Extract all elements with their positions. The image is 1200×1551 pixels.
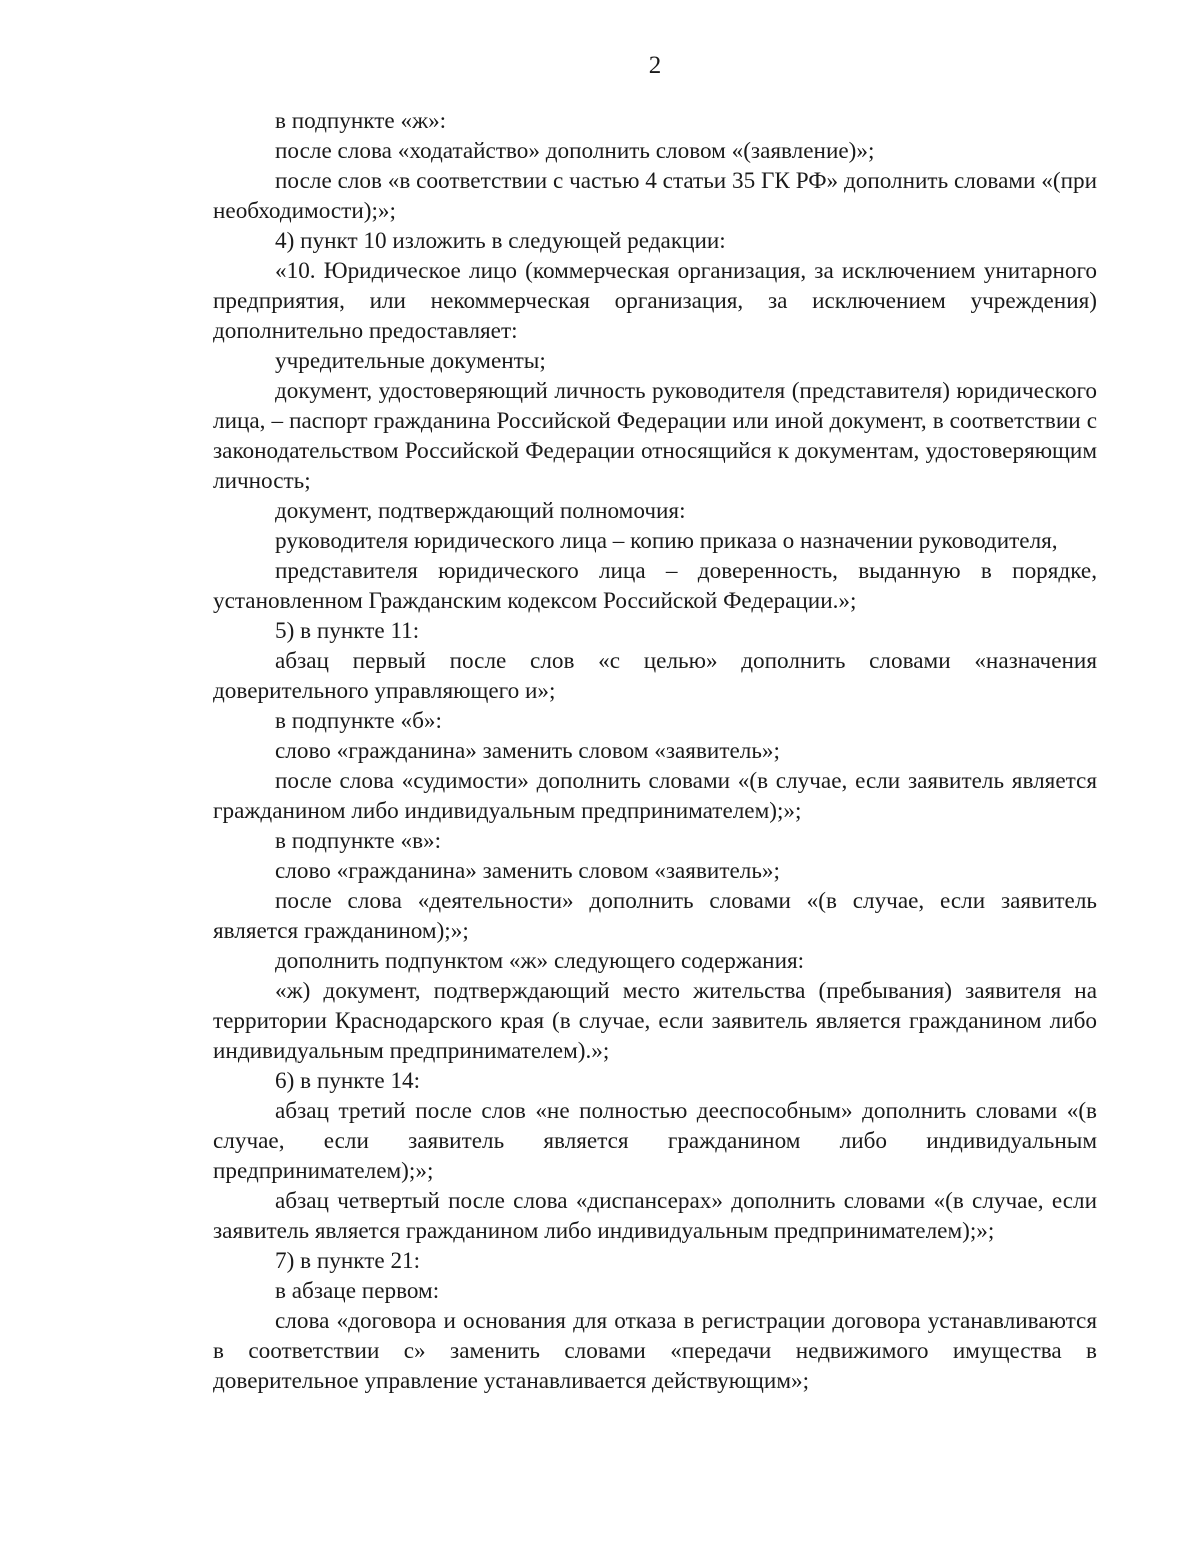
paragraph: после слова «деятельности» дополнить словами «(в случае, если заявитель является гражданином);»; bbox=[213, 888, 1097, 944]
paragraph: абзац первый после слов «с целью» дополнить словами «назначения доверительного управляющего и»; bbox=[213, 648, 1097, 704]
paragraph: руководителя юридического лица – копию приказа о назначении руководителя, bbox=[275, 528, 1058, 554]
page-number: 2 bbox=[648, 52, 662, 79]
paragraph: 4) пункт 10 изложить в следующей редакции: bbox=[275, 228, 726, 254]
document-body bbox=[213, 106, 1097, 1396]
paragraph: 5) в пункте 11: bbox=[275, 618, 420, 644]
paragraph: в подпункте «б»: bbox=[275, 708, 442, 734]
paragraph: абзац четвертый после слова «диспансерах» дополнить словами «(в случае, если заявитель является гражданином либо индивидуальным предпринимателем);»; bbox=[213, 1188, 1097, 1244]
paragraph: после слова «судимости» дополнить словами «(в случае, если заявитель является гражданином либо индивидуальным предпринимателем);»; bbox=[213, 768, 1097, 824]
paragraph: «ж) документ, подтверждающий место жительства (пребывания) заявителя на территории Краснодарского края (в случае, если заявитель является гражданином либо индивидуальным предпринимателем).»; bbox=[213, 978, 1097, 1064]
paragraph: слово «гражданина» заменить словом «заявитель»; bbox=[275, 858, 780, 884]
paragraph: после слова «ходатайство» дополнить словом «(заявление)»; bbox=[275, 138, 875, 164]
paragraph: в абзаце первом: bbox=[275, 1278, 440, 1304]
paragraph: учредительные документы; bbox=[275, 348, 546, 374]
paragraph: «10. Юридическое лицо (коммерческая организация, за исключением унитарного предприятия, или некоммерческая организация, за исключением учреждения) дополнительно предоставляет: bbox=[213, 258, 1097, 344]
paragraph: представителя юридического лица – доверенность, выданную в порядке, установленном Гражданским кодексом Российской Федерации.»; bbox=[213, 558, 1097, 614]
paragraph: дополнить подпунктом «ж» следующего содержания: bbox=[275, 948, 805, 974]
paragraph: в подпункте «ж»: bbox=[275, 108, 447, 134]
paragraph: документ, подтверждающий полномочия: bbox=[275, 498, 686, 524]
paragraph: абзац третий после слов «не полностью дееспособным» дополнить словами «(в случае, если заявитель является гражданином либо индивидуальным предпринимателем);»; bbox=[213, 1098, 1097, 1184]
paragraph: 7) в пункте 21: bbox=[275, 1248, 421, 1274]
paragraph: документ, удостоверяющий личность руководителя (представителя) юридического лица, – паспорт гражданина Российской Федерации или иной документ, в соответствии с законодательством Российской Федерации относящийся к документам, удостоверяющим личность; bbox=[213, 378, 1097, 494]
paragraph: после слов «в соответствии с частью 4 статьи 35 ГК РФ» дополнить словами «(при необходимости);»; bbox=[213, 168, 1097, 224]
paragraph: 6) в пункте 14: bbox=[275, 1068, 421, 1094]
paragraph: слова «договора и основания для отказа в регистрации договора устанавливаются в соответствии с» заменить словами «передачи недвижимого имущества в доверительное управление устанавливается действующим»; bbox=[213, 1308, 1097, 1394]
paragraph: слово «гражданина» заменить словом «заявитель»; bbox=[275, 738, 780, 764]
paragraph: в подпункте «в»: bbox=[275, 828, 442, 854]
